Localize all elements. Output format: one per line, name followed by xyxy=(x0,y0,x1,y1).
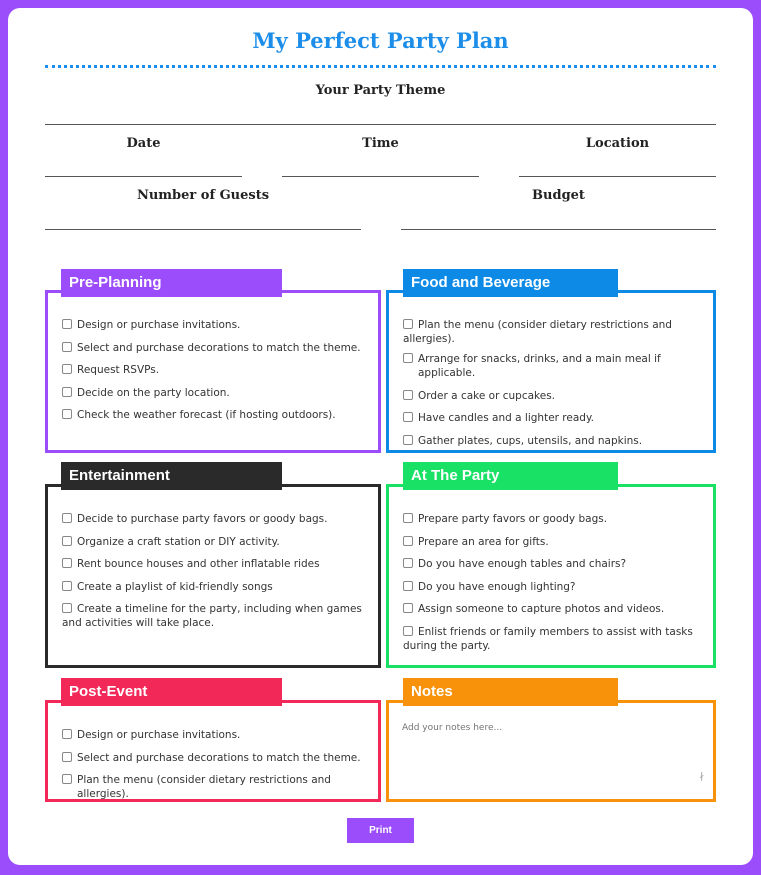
checkbox[interactable] xyxy=(62,603,72,613)
checklist-item[interactable]: Design or purchase invitations. xyxy=(62,728,370,742)
section-heading-at-the-party: At The Party xyxy=(403,462,618,490)
checklist-item[interactable]: Do you have enough tables and chairs? xyxy=(403,557,705,571)
time-label: Time xyxy=(362,136,399,151)
checkbox[interactable] xyxy=(62,364,72,374)
budget-label: Budget xyxy=(532,188,585,203)
checklist-item[interactable]: Arrange for snacks, drinks, and a main meal if applicable. xyxy=(403,352,705,380)
checkbox[interactable] xyxy=(62,342,72,352)
checkbox[interactable] xyxy=(62,752,72,762)
checkbox[interactable] xyxy=(403,412,413,422)
checklist-item[interactable]: Select and purchase decorations to match the theme. xyxy=(62,751,370,765)
budget-input-line[interactable] xyxy=(401,229,716,230)
page-title: My Perfect Party Plan xyxy=(252,28,509,53)
checkbox[interactable] xyxy=(403,319,413,329)
section-notes xyxy=(386,700,716,802)
checkbox[interactable] xyxy=(62,536,72,546)
guests-input-line[interactable] xyxy=(45,229,361,230)
print-button[interactable]: Print xyxy=(347,818,414,843)
checkbox[interactable] xyxy=(403,536,413,546)
notes-textarea[interactable] xyxy=(402,723,712,778)
checklist-item[interactable]: Decide on the party location. xyxy=(62,386,370,400)
section-entertainment xyxy=(45,484,381,668)
date-input-line[interactable] xyxy=(45,176,242,177)
time-input-line[interactable] xyxy=(282,176,479,177)
checkbox[interactable] xyxy=(403,513,413,523)
checkbox[interactable] xyxy=(62,409,72,419)
checklist-item[interactable]: Select and purchase decorations to match the theme. xyxy=(62,341,370,355)
checklist-item[interactable]: Plan the menu (consider dietary restrictions and allergies). xyxy=(403,319,672,345)
section-food-and-beverage xyxy=(386,290,716,453)
theme-label: Your Party Theme xyxy=(315,83,446,98)
title-divider xyxy=(45,65,716,68)
checkbox[interactable] xyxy=(62,774,72,784)
checkbox[interactable] xyxy=(403,435,413,445)
checklist-item[interactable]: Rent bounce houses and other inflatable rides xyxy=(62,557,370,571)
checklist-item[interactable]: Check the weather forecast (if hosting outdoors). xyxy=(62,408,370,422)
checklist-item[interactable]: Create a playlist of kid-friendly songs xyxy=(62,580,370,594)
checklist-item[interactable]: Plan the menu (consider dietary restrictions and allergies). xyxy=(62,773,370,801)
section-heading-pre-planning: Pre-Planning xyxy=(61,269,282,297)
checkbox[interactable] xyxy=(403,353,413,363)
checklist-item[interactable]: Have candles and a lighter ready. xyxy=(403,411,705,425)
checkbox[interactable] xyxy=(403,603,413,613)
checkbox[interactable] xyxy=(62,513,72,523)
location-input-line[interactable] xyxy=(519,176,716,177)
checklist-item[interactable]: Request RSVPs. xyxy=(62,363,370,377)
checkbox[interactable] xyxy=(403,581,413,591)
date-label: Date xyxy=(126,136,161,151)
checklist-item[interactable]: Design or purchase invitations. xyxy=(62,318,370,332)
checklist-item[interactable]: Do you have enough lighting? xyxy=(403,580,705,594)
checkbox[interactable] xyxy=(62,581,72,591)
checklist-item[interactable]: Decide to purchase party favors or goody bags. xyxy=(62,512,370,526)
checklist-item[interactable]: Organize a craft station or DIY activity. xyxy=(62,535,370,549)
section-heading-food-and-beverage: Food and Beverage xyxy=(403,269,618,297)
checkbox[interactable] xyxy=(62,319,72,329)
checkbox[interactable] xyxy=(62,729,72,739)
section-heading-post-event: Post-Event xyxy=(61,678,282,706)
checklist-item[interactable]: Gather plates, cups, utensils, and napkins. xyxy=(403,434,705,448)
guests-label: Number of Guests xyxy=(136,188,270,203)
section-pre-planning xyxy=(45,290,381,453)
checklist-item[interactable]: Prepare party favors or goody bags. xyxy=(403,512,705,526)
checklist-item[interactable]: Prepare an area for gifts. xyxy=(403,535,705,549)
checkbox[interactable] xyxy=(403,558,413,568)
checklist-item[interactable]: Order a cake or cupcakes. xyxy=(403,389,705,403)
resize-grip-icon[interactable]: ∤ xyxy=(699,772,704,782)
checkbox[interactable] xyxy=(403,626,413,636)
section-heading-notes: Notes xyxy=(403,678,618,706)
checklist-item[interactable]: Assign someone to capture photos and videos. xyxy=(403,602,705,616)
checklist-item[interactable]: Enlist friends or family members to assist with tasks during the party. xyxy=(403,625,693,652)
section-heading-entertainment: Entertainment xyxy=(61,462,282,490)
theme-input-line[interactable] xyxy=(45,124,716,125)
section-at-the-party xyxy=(386,484,716,668)
section-post-event xyxy=(45,700,381,802)
checklist-item[interactable]: Create a timeline for the party, including when games and activities will take place. xyxy=(62,603,362,629)
checkbox[interactable] xyxy=(62,387,72,397)
checkbox[interactable] xyxy=(62,558,72,568)
location-label: Location xyxy=(585,136,650,151)
checkbox[interactable] xyxy=(403,390,413,400)
